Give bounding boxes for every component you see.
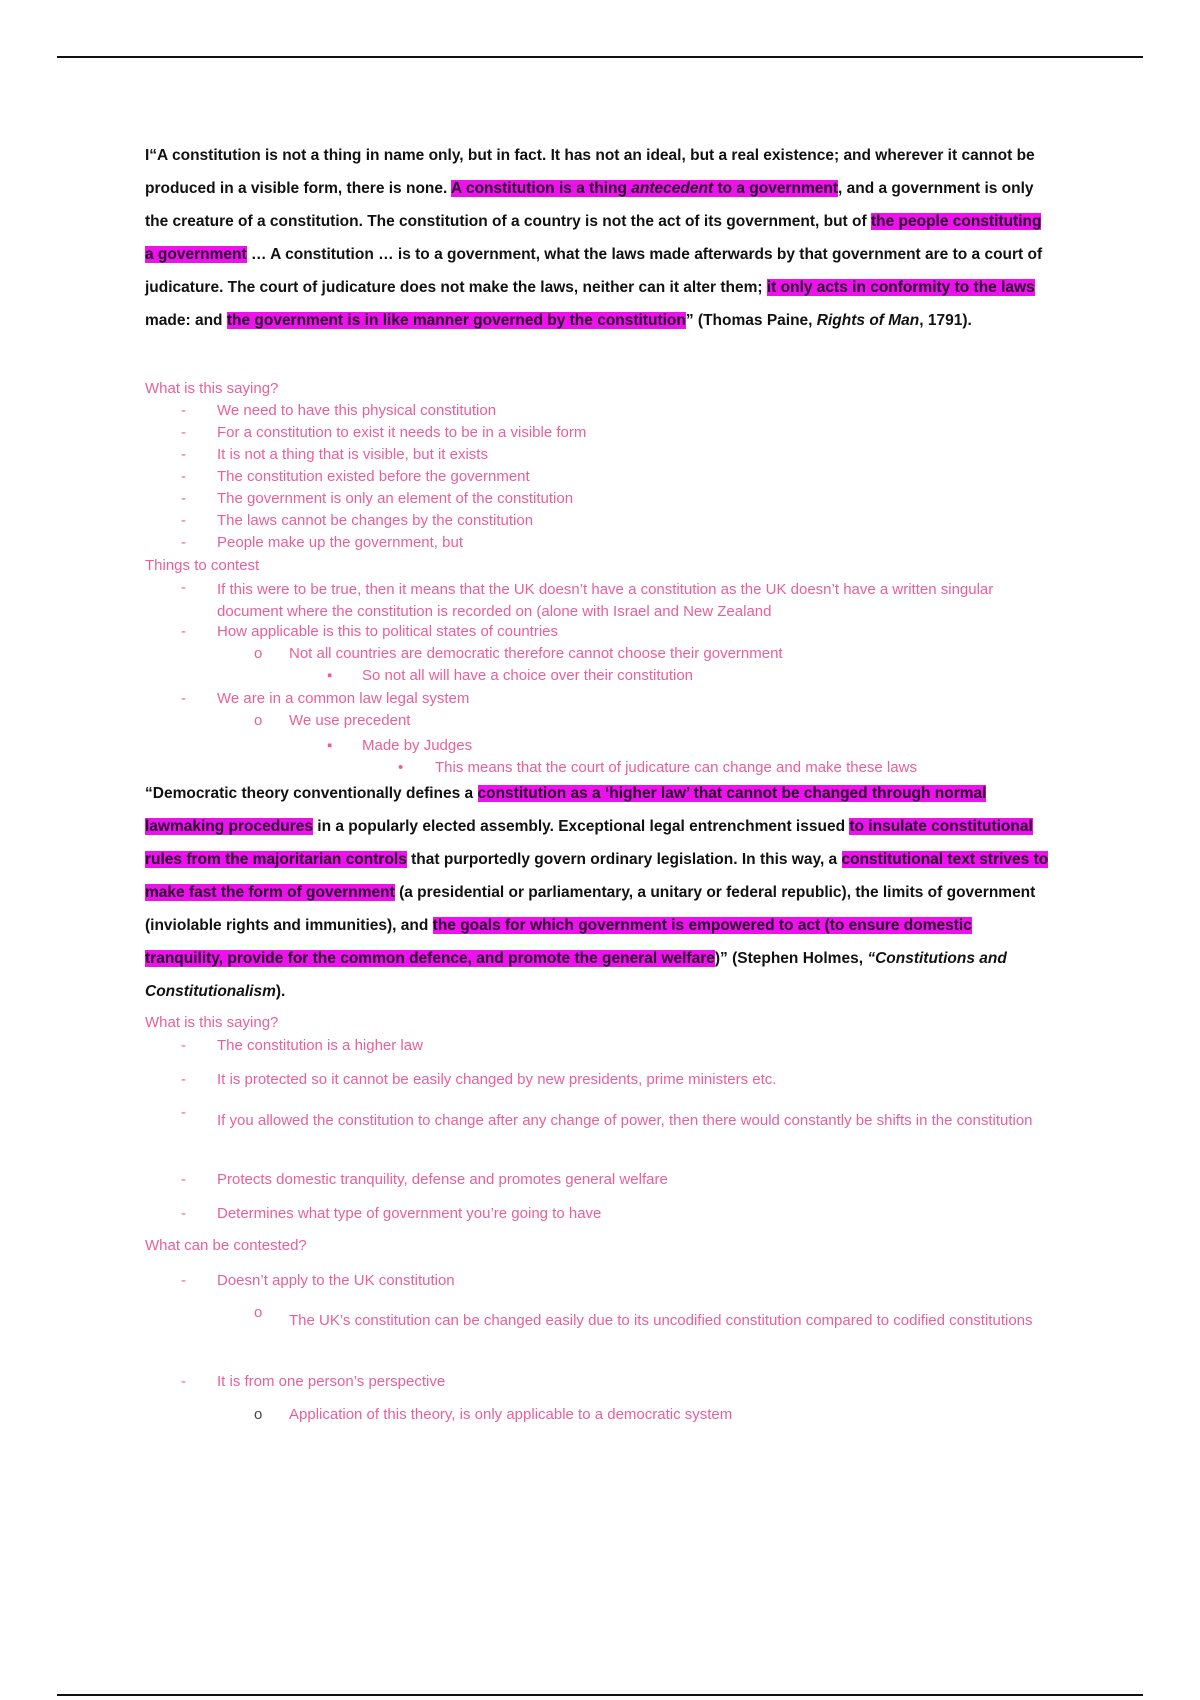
quote-text: , and a government is only the creature of a constitution. The constitution of a country is not the act of its government, but of <box>145 180 1034 230</box>
contest-heading: What can be contested? <box>145 1237 307 1254</box>
quote-text: made: and <box>145 312 227 329</box>
dash-marker: - <box>181 579 186 596</box>
bullet-marker: • <box>398 759 404 776</box>
list-item: People make up the government, but <box>217 534 463 551</box>
dash-marker: - <box>181 468 186 485</box>
dash-marker: - <box>181 1272 186 1289</box>
dash-marker: - <box>181 534 186 551</box>
holmes-quote <box>145 777 1050 1008</box>
list-item: Doesn’t apply to the UK constitution <box>217 1272 455 1289</box>
list-item: We use precedent <box>289 712 411 729</box>
highlighted-text: A constitution is a thing antecedent to a government <box>451 180 839 197</box>
highlighted-text: to insulate constitutional rules from the majoritarian controls <box>145 818 1033 868</box>
section-heading: What is this saying? <box>145 1014 279 1031</box>
highlighted-text: constitution as a ‘higher law’ that cannot be changed through normal lawmaking procedures <box>145 785 987 835</box>
list-item: The UK’s constitution can be changed easily due to its uncodified constitution compared to codified constitutions <box>289 1312 1033 1329</box>
dash-marker: - <box>181 1071 186 1088</box>
quote-text: (a presidential or parliamentary, a unitary or federal republic), the limits of government (inviolable rights and immunities), and <box>145 884 1036 934</box>
highlighted-text: the goals for which government is empowered to act (to ensure domestic tranquility, provide for the common defence, and promote the general welfare <box>145 917 972 967</box>
list-item: It is from one person’s perspective <box>217 1373 446 1390</box>
list-item: Made by Judges <box>362 737 473 754</box>
list-item: It is protected so it cannot be easily changed by new presidents, prime ministers etc. <box>217 1071 777 1088</box>
list-item: We are in a common law legal system <box>217 690 470 707</box>
square-marker: ▪ <box>327 737 333 754</box>
list-item: The constitution is a higher law <box>217 1037 423 1054</box>
dash-marker: - <box>181 1104 186 1121</box>
quote-text: in a popularly elected assembly. Exceptional legal entrenchment issued <box>312 818 850 835</box>
dash-marker: - <box>181 1171 186 1188</box>
quote-text: “Democratic theory conventionally defines a <box>145 785 478 802</box>
dash-marker: - <box>181 690 186 707</box>
circle-marker: o <box>254 645 263 662</box>
section-heading: What is this saying? <box>145 380 279 397</box>
contest-heading: Things to contest <box>145 557 260 574</box>
dash-marker: - <box>181 1373 186 1390</box>
highlighted-text: it only acts in conformity to the laws <box>766 279 1035 296</box>
list-item: For a constitution to exist it needs to be in a visible form <box>217 424 587 441</box>
highlighted-text: the government is in like manner governed by the constitution <box>226 312 686 329</box>
page-bottom-rule <box>57 1694 1143 1696</box>
article-title: “Constitutions and Constitutionalism <box>145 950 1007 1000</box>
list-item: If you allowed the constitution to change after any change of power, then there would constantly be shifts in the constitution <box>217 1112 1033 1129</box>
list-item: It is not a thing that is visible, but it exists <box>217 446 488 463</box>
quote-text: , 1791). <box>919 312 972 329</box>
list-item: Not all countries are democratic therefore cannot choose their government <box>289 645 783 662</box>
square-marker: ▪ <box>327 667 333 684</box>
dash-marker: - <box>181 446 186 463</box>
dash-marker: - <box>181 490 186 507</box>
quote-text: ” (Thomas Paine, <box>685 312 817 329</box>
list-item: How applicable is this to political states of countries <box>217 623 559 640</box>
list-item: Determines what type of government you’re going to have <box>217 1205 602 1222</box>
circle-marker: o <box>254 1406 263 1423</box>
list-item: Application of this theory, is only applicable to a democratic system <box>289 1406 733 1423</box>
list-item: The constitution existed before the government <box>217 468 530 485</box>
page-top-rule <box>57 56 1143 58</box>
quote-text: )” (Stephen Holmes, <box>714 950 868 967</box>
list-item: The laws cannot be changes by the constitution <box>217 512 534 529</box>
highlighted-text: the people constituting a government <box>145 213 1042 263</box>
list-item: If this were to be true, then it means that the UK doesn’t have a constitution as the UK doesn’t have a written singular document where the constitution is recorded on (alone with Israel and New Zealand <box>217 581 994 620</box>
quote-text: that purportedly govern ordinary legislation. In this way, a <box>406 851 842 868</box>
quote-text: I“A constitution is not a thing in name only, but in fact. It has not an ideal, but a real existence; and wherever it cannot be produced in a visible form, there is none. <box>145 147 1035 197</box>
list-item: Protects domestic tranquility, defense and promotes general welfare <box>217 1171 668 1188</box>
highlighted-text: constitutional text strives to make fast the form of government <box>145 851 1049 901</box>
paine-quote <box>145 139 1050 337</box>
circle-marker: o <box>254 1304 263 1321</box>
list-item: The government is only an element of the constitution <box>217 490 574 507</box>
list-item: We need to have this physical constitution <box>217 402 497 419</box>
list-item: This means that the court of judicature can change and make these laws <box>435 759 917 776</box>
list-item: So not all will have a choice over their constitution <box>362 667 694 684</box>
dash-marker: - <box>181 1205 186 1222</box>
quote-text: ). <box>275 983 286 1000</box>
dash-marker: - <box>181 402 186 419</box>
circle-marker: o <box>254 712 263 729</box>
book-title: Rights of Man <box>816 312 920 329</box>
quote-text: … A constitution … is to a government, what the laws made afterwards by that government are to a court of judicature. The court of judicature does not make the laws, neither can it alter them; <box>145 246 1043 296</box>
dash-marker: - <box>181 424 186 441</box>
dash-marker: - <box>181 1037 186 1054</box>
dash-marker: - <box>181 512 186 529</box>
dash-marker: - <box>181 623 186 640</box>
